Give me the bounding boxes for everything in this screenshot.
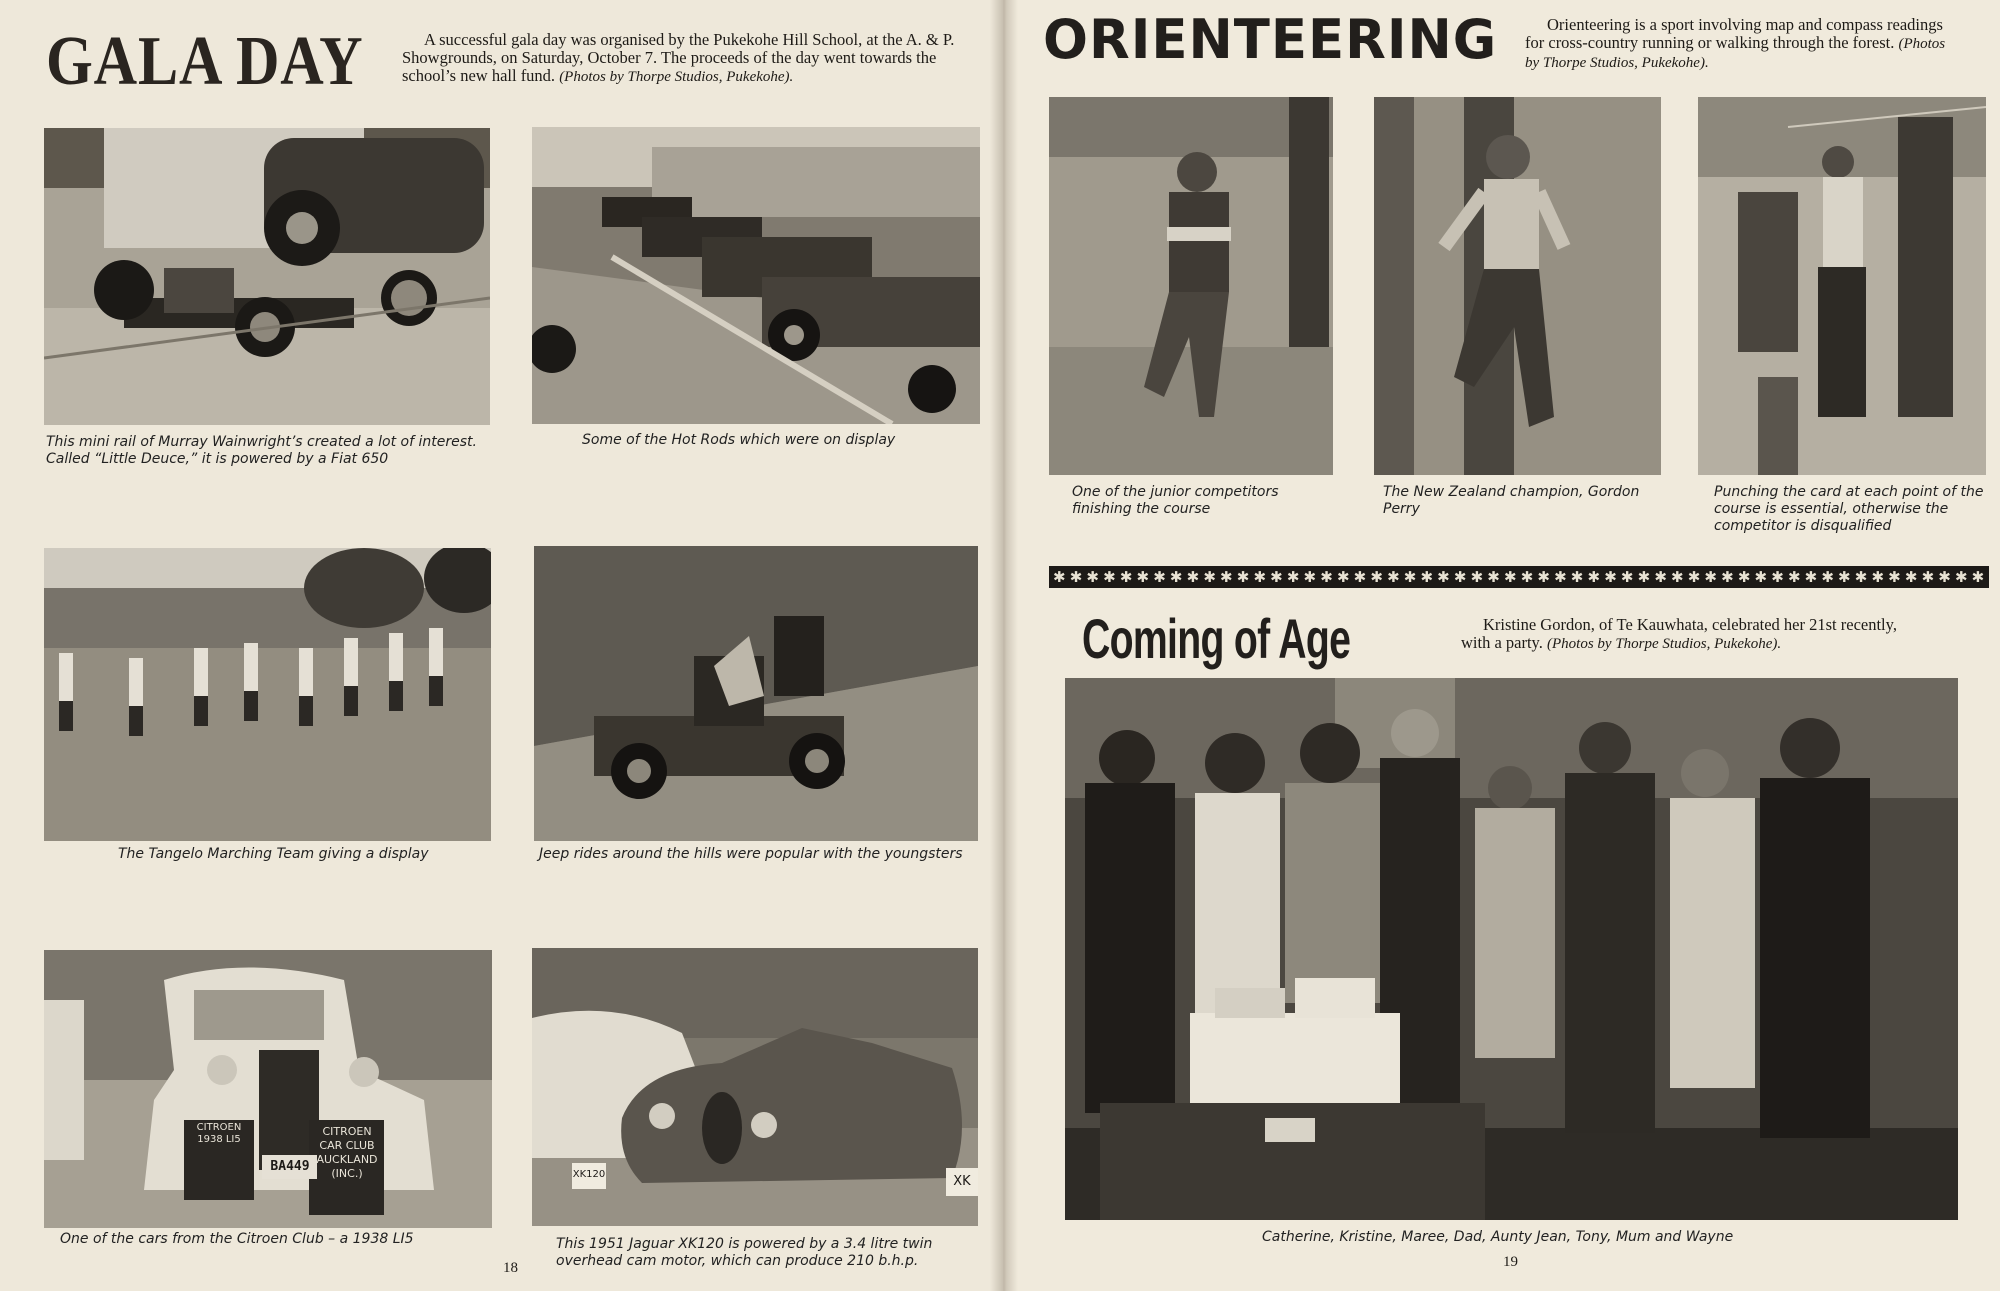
star-icon: ✱ — [1336, 568, 1350, 586]
caption-jeep: Jeep rides around the hills were popular with the youngsters — [539, 846, 963, 862]
star-icon: ✱ — [1103, 568, 1116, 586]
caption-hot-rods: Some of the Hot Rods which were on display — [582, 432, 896, 448]
star-icon: ✱ — [1537, 568, 1550, 586]
star-icon: ✱ — [1687, 568, 1701, 586]
star-icon: ✱ — [1437, 568, 1450, 586]
star-icon: ✱ — [1637, 568, 1651, 586]
caption-mini-rail: This mini rail of Murray Wainwright’s created a lot of interest. Called “Little Deuce,” it is powered by a Fiat 650 — [46, 434, 477, 467]
photo-family-group — [1065, 678, 1958, 1220]
caption-family-group: Catherine, Kristine, Maree, Dad, Aunty Jean, Tony, Mum and Wayne — [1262, 1229, 1734, 1245]
photo-jaguar — [532, 948, 978, 1226]
caption-citroen: One of the cars from the Citroen Club – a 1938 LI5 — [60, 1231, 414, 1247]
star-icon: ✱ — [1086, 568, 1099, 586]
coming-of-age-intro — [1461, 616, 1901, 653]
orienteering-title: ORIENTEERING — [1043, 8, 1498, 71]
star-icon: ✱ — [1754, 568, 1768, 586]
caption-junior: One of the junior competitors finishing the course — [1072, 484, 1279, 517]
jaguar-sign-right: XK — [953, 1174, 971, 1189]
star-icon: ✱ — [1971, 568, 1985, 586]
star-icon: ✱ — [1303, 568, 1317, 586]
star-icon: ✱ — [1938, 568, 1951, 586]
star-icon: ✱ — [1169, 568, 1183, 586]
star-icon: ✱ — [1587, 568, 1601, 586]
star-icon: ✱ — [1453, 568, 1467, 586]
photo-punching-card — [1698, 97, 1986, 475]
star-icon: ✱ — [1270, 568, 1283, 586]
star-icon: ✱ — [1153, 568, 1166, 586]
citroen-club-sign: CITROEN CAR CLUB AUCKLAND (INC.) — [316, 1125, 378, 1180]
orienteering-photo-credit: (Photos by Thorpe Studios, Pukekohe). — [1525, 36, 1946, 71]
star-icon: ✱ — [1888, 568, 1901, 586]
star-icon: ✱ — [1554, 568, 1567, 586]
star-icon: ✱ — [1871, 568, 1885, 586]
star-band-divider — [1049, 566, 1989, 588]
caption-jaguar: This 1951 Jaguar XK120 is powered by a 3.4 litre twin overhead cam motor, which can produce 210 b.h.p. — [556, 1236, 933, 1269]
photo-jeep — [534, 546, 978, 841]
photo-citroen — [44, 950, 492, 1228]
gala-photo-credit: (Photos by Thorpe Studios, Pukekohe). — [559, 69, 794, 85]
star-icon: ✱ — [1353, 568, 1367, 586]
star-icon: ✱ — [1069, 568, 1083, 586]
coming-of-age-photo-credit: (Photos by Thorpe Studios, Pukekohe). — [1547, 636, 1782, 652]
gala-day-title: GALA DAY — [46, 23, 364, 100]
star-icon: ✱ — [1487, 568, 1500, 586]
star-icon: ✱ — [1253, 568, 1267, 586]
page-number-18: 18 — [503, 1260, 518, 1276]
star-icon: ✱ — [1503, 568, 1517, 586]
citroen-number-plate: BA449 — [270, 1159, 310, 1174]
caption-punching: Punching the card at each point of the course is essential, otherwise the competitor is disqualified — [1714, 484, 1984, 534]
star-icon: ✱ — [1804, 568, 1818, 586]
citroen-sign-left: CITROEN 1938 LI5 — [196, 1122, 242, 1145]
star-icon: ✱ — [1854, 568, 1868, 586]
book-gutter — [990, 0, 1018, 1291]
photo-junior-competitor — [1049, 97, 1333, 475]
star-icon: ✱ — [1838, 568, 1851, 586]
star-icon: ✱ — [1654, 568, 1667, 586]
star-icon: ✱ — [1921, 568, 1935, 586]
star-icon: ✱ — [1136, 568, 1150, 586]
star-icon: ✱ — [1320, 568, 1333, 586]
star-icon: ✱ — [1604, 568, 1617, 586]
photo-marching-team — [44, 548, 491, 841]
star-icon: ✱ — [1721, 568, 1734, 586]
star-icon: ✱ — [1470, 568, 1484, 586]
photo-champion — [1374, 97, 1661, 475]
star-icon: ✱ — [1520, 568, 1534, 586]
star-icon: ✱ — [1954, 568, 1968, 586]
page-number-19: 19 — [1503, 1254, 1518, 1270]
orienteering-intro — [1525, 16, 1953, 72]
star-icon: ✱ — [1570, 568, 1584, 586]
star-icon: ✱ — [1053, 568, 1066, 586]
star-icon: ✱ — [1403, 568, 1417, 586]
coming-of-age-intro-text: Kristine Gordon, of Te Kauwhata, celebrated her 21st recently, with a party. — [1461, 615, 1897, 652]
star-icon: ✱ — [1220, 568, 1233, 586]
gala-day-intro — [402, 31, 968, 86]
star-icon: ✱ — [1771, 568, 1784, 586]
star-icon: ✱ — [1119, 568, 1133, 586]
star-icon: ✱ — [1620, 568, 1634, 586]
star-icon: ✱ — [1821, 568, 1834, 586]
coming-of-age-title: Coming of Age — [1082, 607, 1351, 670]
photo-hot-rods — [532, 127, 980, 424]
photo-mini-rail — [44, 128, 490, 425]
star-icon: ✱ — [1236, 568, 1250, 586]
star-icon: ✱ — [1203, 568, 1216, 586]
star-icon: ✱ — [1387, 568, 1400, 586]
star-icon: ✱ — [1420, 568, 1434, 586]
jaguar-sign-plate: XK120 — [572, 1169, 606, 1180]
star-icon: ✱ — [1186, 568, 1200, 586]
star-icon: ✱ — [1370, 568, 1383, 586]
star-icon: ✱ — [1737, 568, 1751, 586]
caption-champion: The New Zealand champion, Gordon Perry — [1383, 484, 1640, 517]
star-icon: ✱ — [1671, 568, 1684, 586]
star-icon: ✱ — [1904, 568, 1918, 586]
gala-intro-text: A successful gala day was organised by the Pukekohe Hill School, at the A. & P. Showgrounds, on Saturday, October 7. The proceeds of the day went towards the school’s new hall fund. — [402, 30, 955, 85]
star-icon: ✱ — [1787, 568, 1801, 586]
orienteering-intro-text: Orienteering is a sport involving map and compass readings for cross-country running or walking through the forest. — [1525, 15, 1943, 52]
star-icon: ✱ — [1286, 568, 1300, 586]
caption-marching: The Tangelo Marching Team giving a display — [118, 846, 429, 862]
star-icon: ✱ — [1704, 568, 1717, 586]
